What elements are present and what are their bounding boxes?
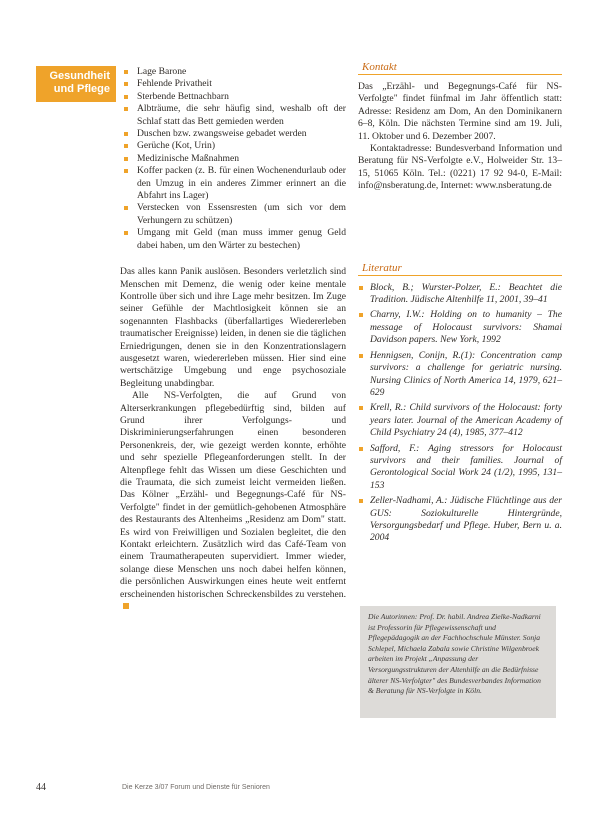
literature-item: Safford, F.: Aging stressors for Holocaust survivors and their families. Journal of Gerontological Social Work 24 (1/2), 1995, 131–153 [358,443,562,493]
literature-list [358,282,562,545]
literature-item: Block, B.; Wurster-Polzer, E.: Beachtet die Tradition. Jüdische Altenhilfe 11, 2001, 39–41 [358,282,562,307]
end-mark-icon [123,603,129,609]
body-paragraph-with-end [120,390,346,613]
body-paragraph: Das alles kann Panik auslösen. Besonders verletzlich sind Menschen mit Demenz, die wenig oder keine mentale Kontrolle über sich und ihre Lage mehr besitzen. Im Zuge seiner Gefühle der Machtlosigkeit können sie an sogenannten Flashbacks (überfallartiges Wiedererleben traumatischer Ereignisse) leiden, in denen sie die täglichen Erniedrigungen, denen sie in den Konzentrationslagern ausgesetzt waren, wiedererleben müssen. Hier sind eine wertschätzige Umgebung und enge psychosoziale Begleitung unabdingbar. [120,266,346,389]
list-item: Lage Barone [120,66,346,78]
trigger-list [120,66,346,252]
journal-title: Die Kerze 3/07 Forum und Dienste für Senioren [122,784,270,791]
kontakt-paragraph: Das „Erzähl- und Begegnungs-Café für NS-Verfolgte" findet fünfmal im Jahr öffentlich statt: Adresse: Residenz am Dom, An den Dominikanern 6–8, Köln. Die nächsten Termine sind am 19. Juli, 11. Oktober und 6. Dezember 2007. [358,81,562,142]
list-item: Medizinische Maßnahmen [120,153,346,165]
list-item: Fehlende Privatheit [120,78,346,90]
kontakt-heading: Kontakt [358,60,562,75]
page-number: 44 [36,782,46,793]
page-footer [36,782,556,794]
list-item: Koffer packen (z. B. für einen Wochenendurlaub oder den Umzug in ein anderes Zimmer erinnert an die Abfahrt ins Lager) [120,165,346,202]
left-column [120,66,346,613]
literature-item: Hennigsen, Conijn, R.(1): Concentration camp survivors: a challenge for geriatric nursing. Nursing Clinics of North America 14, 1979, 621–629 [358,350,562,400]
right-column [358,60,562,548]
body-paragraph-text: Alle NS-Verfolgten, die auf Grund von Alterserkrankungen pflegebedürftig sind, bilden auf Grund ihrer Verfolgungs- und Diskriminierungserfahrungen einen besonderen Personenkreis, der, wie gezeigt werden konnte, erhöhte und sehr spezielle Pflegeanforderungen stellt. In der Altenpflege fehlt das Wissen um diese Geschichten und die Traumata, die sich zumeist leicht vermeiden ließen. Das Kölner „Erzähl- und Begegnungs-Café für NS-Verfolgte" findet in der gemütlich-gehobenen Atmosphäre des Restaurants des Altenheims „Residenz am Dom" statt. Es wird von Freiwilligen und Sozialen begleitet, die den Kontakt erleichtern. Zusätzlich wird das Café-Team von einem Traumatherapeuten supervidiert. Immer wieder, solange diese Menschen uns noch dabei helfen können, die persönlichen Auswirkungen eines heute weit entfernt erscheinenden historischen Schreckensbildes zu verstehen. [120,390,346,600]
list-item: Verstecken von Essensresten (um sich vor dem Verhungern zu schützen) [120,202,346,227]
literature-item: Zeller-Nadhami, A.: Jüdische Flüchtlinge aus der GUS: Soziokulturelle Hintergründe, Versorgungsbedarf und Pflege. Huber, Bern u. a. 2004 [358,495,562,545]
list-item: Albträume, die sehr häufig sind, weshalb oft der Schlaf statt das Bett gemieden werden [120,103,346,128]
list-item: Umgang mit Geld (man muss immer genug Geld dabei haben, um den Wärter zu bestechen) [120,227,346,252]
literature-item: Krell, R.: Child survivors of the Holocaust: forty years later. Journal of the American Academy of Child Psychiatry 24 (4), 1985, 377–412 [358,402,562,439]
literature-item: Charny, I.W.: Holding on to humanity – The message of Holocaust survivors: Shamai Davidson papers. New York, 1992 [358,309,562,346]
section-label-line1: Gesundheit [49,70,110,82]
kontakt-paragraph: Kontaktadresse: Bundesverband Information und Beratung für NS-Verfolgte e.V., Holweider Str. 13–15, 51065 Köln. Tel.: (0221) 17 92 94-0, E-Mail: info@nsberatung.de, Internet: www.nsberatung.de [358,143,562,192]
section-label [36,66,116,102]
list-item: Duschen bzw. zwangsweise gebadet werden [120,128,346,140]
list-item: Sterbende Bettnachbarn [120,91,346,103]
section-label-line2: und Pflege [53,83,110,95]
literatur-heading: Literatur [358,261,562,276]
list-item: Gerüche (Kot, Urin) [120,140,346,152]
author-note: Die Autorinnen: Prof. Dr. habil. Andrea Zielke-Nadkarni ist Professorin für Pflegewissenschaft und Pflegepädagogik an der Fachhochschule Münster. Sonja Schlepel, Michaela Zabala sowie Christine Wilgenbroek arbeiten im Projekt „Anpassung der Versorgungsstrukturen der Altenhilfe an die Bedürfnisse älterer NS-Verfolgter" des Bundesverbandes Information & Beratung für NS-Verfolgte in Köln. [360,606,556,718]
